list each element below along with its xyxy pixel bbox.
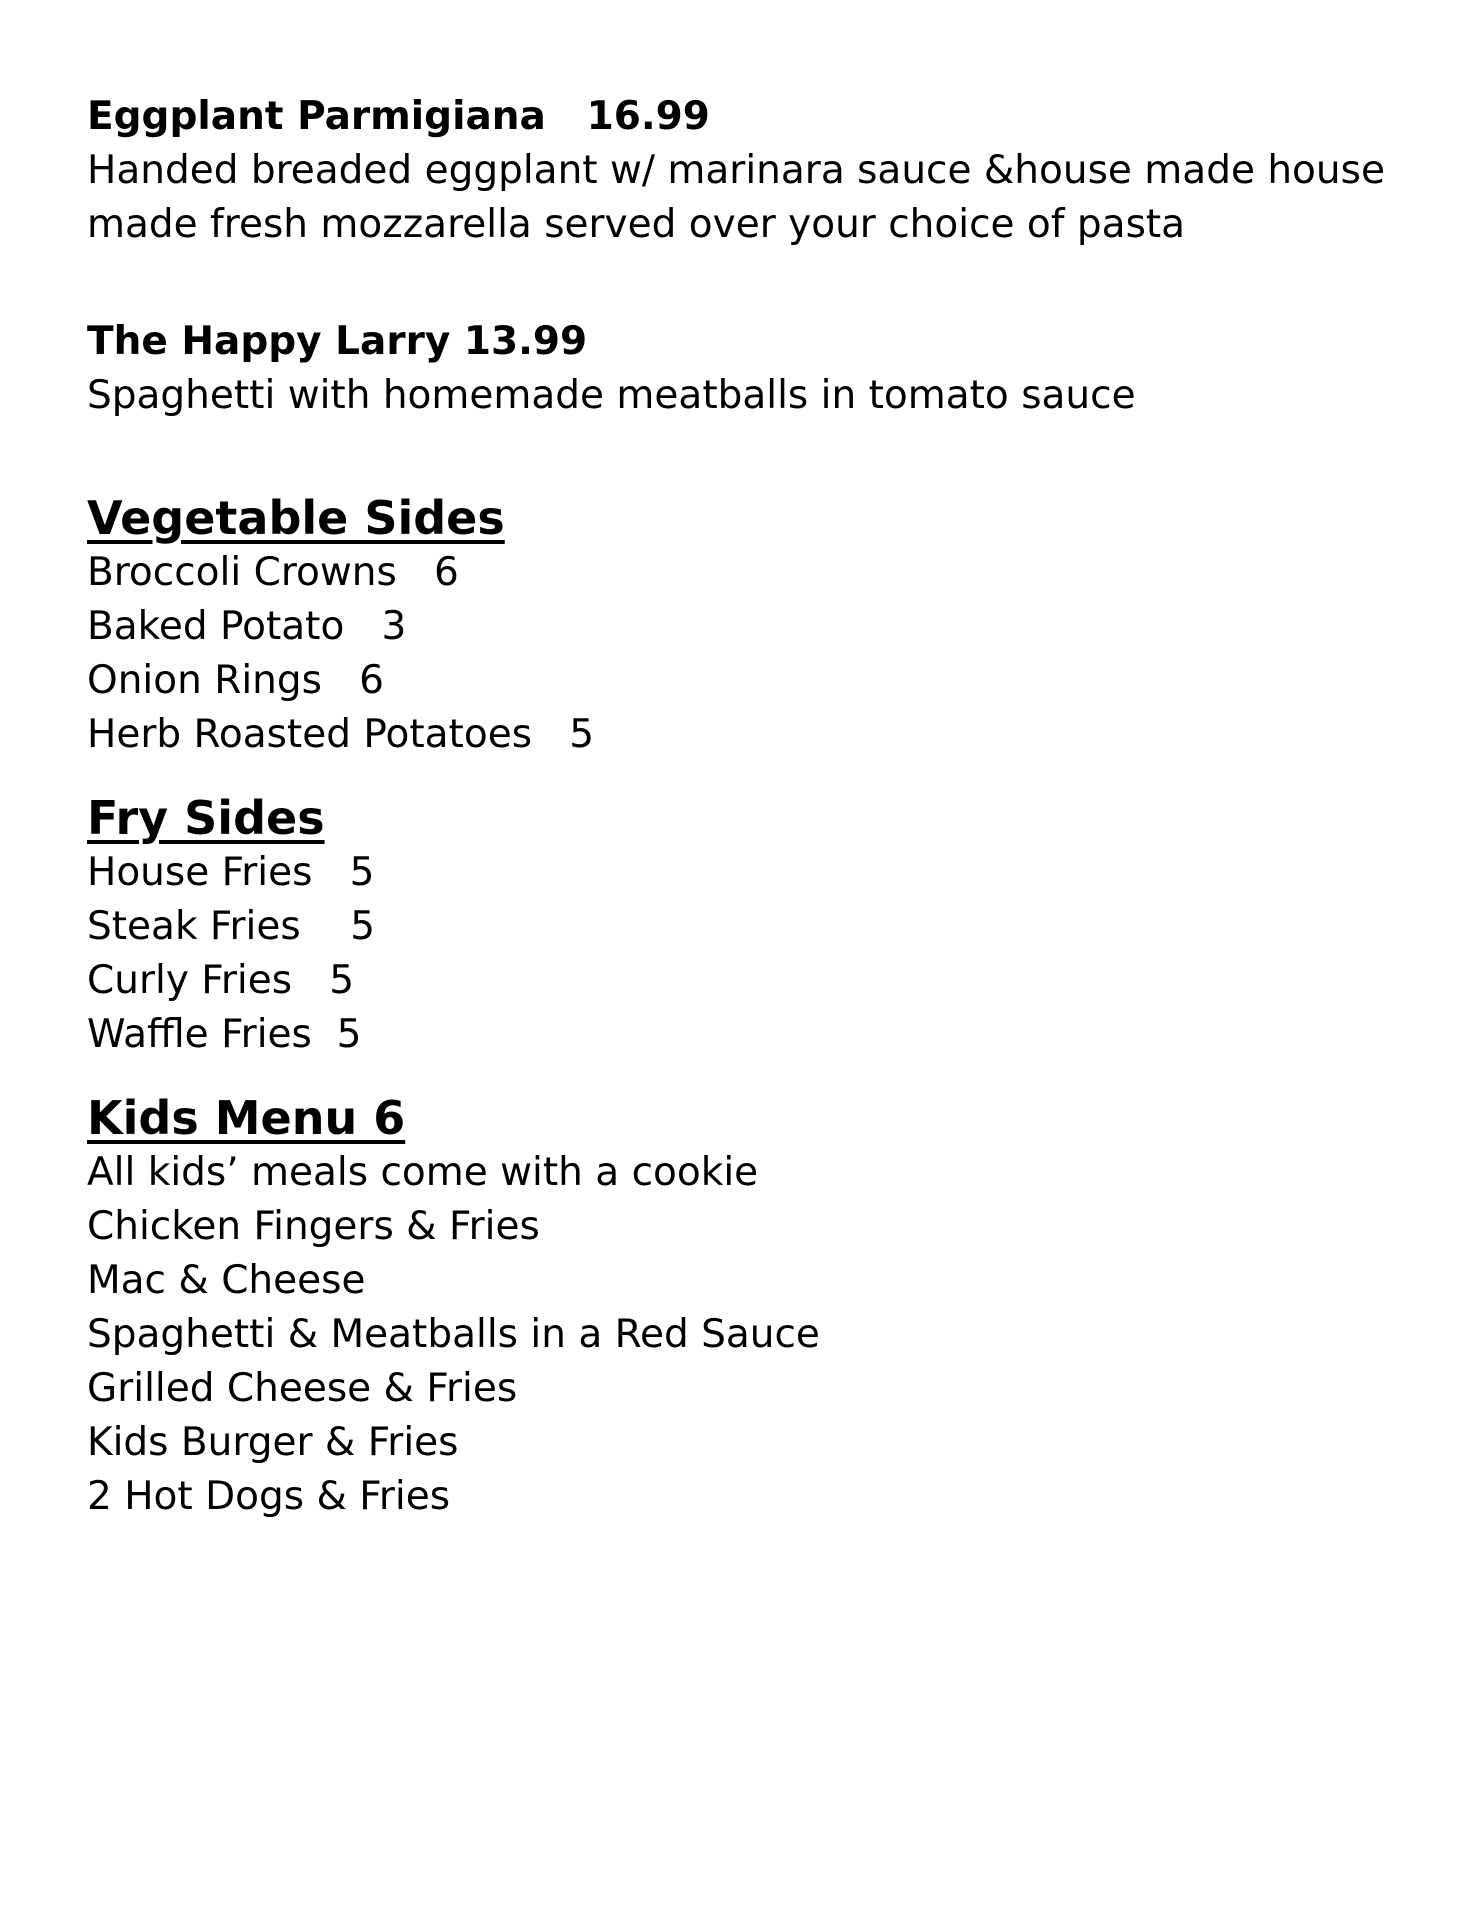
- entree-title: Eggplant Parmigiana 16.99: [87, 94, 710, 139]
- entree-description-line: Handed breaded eggplant w/ marinara sauce &house made house: [87, 148, 1385, 193]
- list-item: All kids’ meals come with a cookie: [87, 1150, 759, 1195]
- entree-title: The Happy Larry 13.99: [87, 319, 588, 364]
- list-item: Herb Roasted Potatoes 5: [87, 712, 595, 757]
- list-item: Broccoli Crowns 6: [87, 550, 459, 595]
- list-item: Curly Fries 5: [87, 958, 355, 1003]
- section-heading: Vegetable Sides: [87, 491, 505, 545]
- section-heading: Kids Menu 6: [87, 1091, 406, 1145]
- fry-sides-section: [87, 790, 1427, 1062]
- list-item: 2 Hot Dogs & Fries: [87, 1474, 451, 1519]
- entree-description-line: made fresh mozzarella served over your choice of pasta: [87, 202, 1186, 247]
- list-item: Steak Fries 5: [87, 904, 376, 949]
- vegetable-sides-section: [87, 490, 1427, 762]
- list-item: Waffle Fries 5: [87, 1012, 362, 1057]
- list-item: Mac & Cheese: [87, 1258, 366, 1303]
- kids-menu-section: [87, 1090, 1427, 1524]
- list-item: Kids Burger & Fries: [87, 1420, 459, 1465]
- entree-eggplant-parmigiana: [87, 90, 1427, 252]
- list-item: Spaghetti & Meatballs in a Red Sauce: [87, 1312, 820, 1357]
- list-item: Chicken Fingers & Fries: [87, 1204, 540, 1249]
- list-item: Grilled Cheese & Fries: [87, 1366, 518, 1411]
- list-item: Baked Potato 3: [87, 604, 407, 649]
- entree-happy-larry: [87, 315, 1427, 423]
- list-item: Onion Rings 6: [87, 658, 384, 703]
- menu-page: [87, 90, 1427, 1524]
- section-heading: Fry Sides: [87, 791, 325, 845]
- entree-description-line: Spaghetti with homemade meatballs in tomato sauce: [87, 373, 1136, 418]
- list-item: House Fries 5: [87, 850, 375, 895]
